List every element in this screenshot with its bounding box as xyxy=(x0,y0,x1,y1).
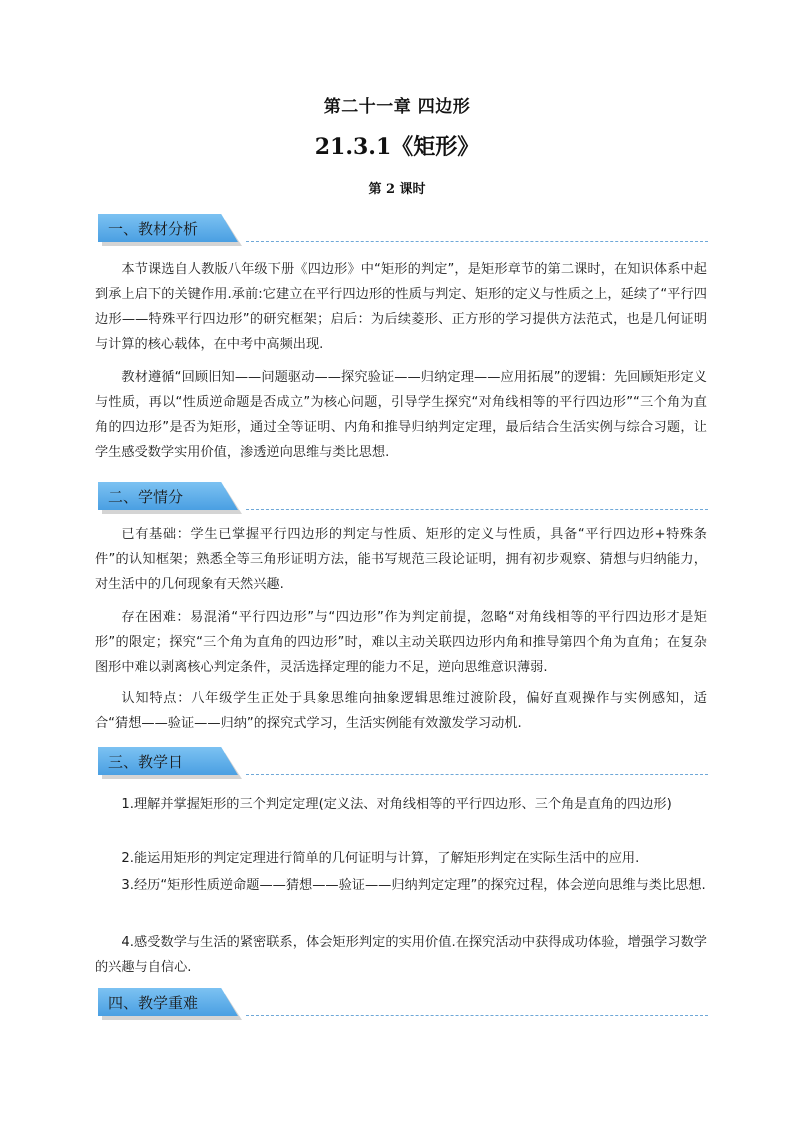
paragraph: 本节课选自人教版八年级下册《四边形》中“矩形的判定”，是矩形章节的第二课时，在知识体系中起到承上启下的关键作用.承前:它建立在平行四边形的性质与判定、矩形的定义与性质之上，延续了“平行四边形——特殊平行四边形”的研究框架；启后：为后续菱形、正方形的学习提供方法范式，也是几何证明与计算的核心载体，在中考中高频出现. xyxy=(95,262,707,352)
paragraph: 3.经历“矩形性质逆命题——猜想——验证——归纳判定定理”的探究过程，体会逆向思维与类比思想. xyxy=(121,878,706,893)
period-title: 第 2 课时 xyxy=(368,182,426,197)
dashed-divider xyxy=(246,774,708,775)
section-label: 四、教学重难 xyxy=(108,994,199,1012)
chapter-title: 第二十一章 四边形 xyxy=(323,97,471,117)
section-header-analysis xyxy=(98,214,708,244)
paragraph: 已有基础：学生已掌握平行四边形的判定与性质、矩形的定义与性质，具备“平行四边形+特殊条件”的认知框架；熟悉全等三角形证明方法，能书写规范三段论证明，拥有初步观察、猜想与归纳能力，对生活中的几何现象有天然兴趣. xyxy=(95,527,707,592)
paragraph: 2.能运用矩形的判定定理进行简单的几何证明与计算，了解矩形判定在实际生活中的应用. xyxy=(121,851,640,866)
dashed-divider xyxy=(246,1015,708,1016)
section-header-keypoints xyxy=(98,988,708,1018)
paragraph: 4.感受数学与生活的紧密联系，体会矩形判定的实用价值.在探究活动中获得成功体验，增强学习数学的兴趣与自信心. xyxy=(95,935,707,975)
paragraph: 存在困难：易混淆“平行四边形”与“四边形”作为判定前提，忽略“对角线相等的平行四边形才是矩形”的限定；探究“三个角为直角的四边形”时，难以主动关联四边形内角和推导第四个角为直角；在复杂图形中难以剥离核心判定条件，灵活选择定理的能力不足，逆向思维意识薄弱. xyxy=(95,610,707,675)
section-header-students xyxy=(98,482,708,512)
dashed-divider xyxy=(246,509,708,510)
paragraph: 教材遵循“回顾旧知——问题驱动——探究验证——归纳定理——应用拓展”的逻辑：先回顾矩形定义与性质，再以“性质逆命题是否成立”为核心问题，引导学生探究“对角线相等的平行四边形”“三个角为直角的四边形”是否为矩形，通过全等证明、内角和推导归纳判定定理，最后结合生活实例与综合习题，让学生感受数学实用价值，渗透逆向思维与类比思想. xyxy=(95,370,707,460)
paragraph: 认知特点：八年级学生正处于具象思维向抽象逻辑思维过渡阶段，偏好直观操作与实例感知，适合“猜想——验证——归纳”的探究式学习，生活实例能有效激发学习动机. xyxy=(95,691,707,731)
dashed-divider xyxy=(246,241,708,242)
section-label: 三、教学日 xyxy=(108,753,184,771)
lesson-title: 21.3.1《矩形》 xyxy=(314,134,480,160)
section-header-objectives xyxy=(98,747,708,777)
section-label: 二、学情分 xyxy=(108,488,184,506)
paragraph: 1.理解并掌握矩形的三个判定定理(定义法、对角线相等的平行四边形、三个角是直角的四边形) xyxy=(121,797,672,812)
section-label: 一、教材分析 xyxy=(108,220,199,238)
